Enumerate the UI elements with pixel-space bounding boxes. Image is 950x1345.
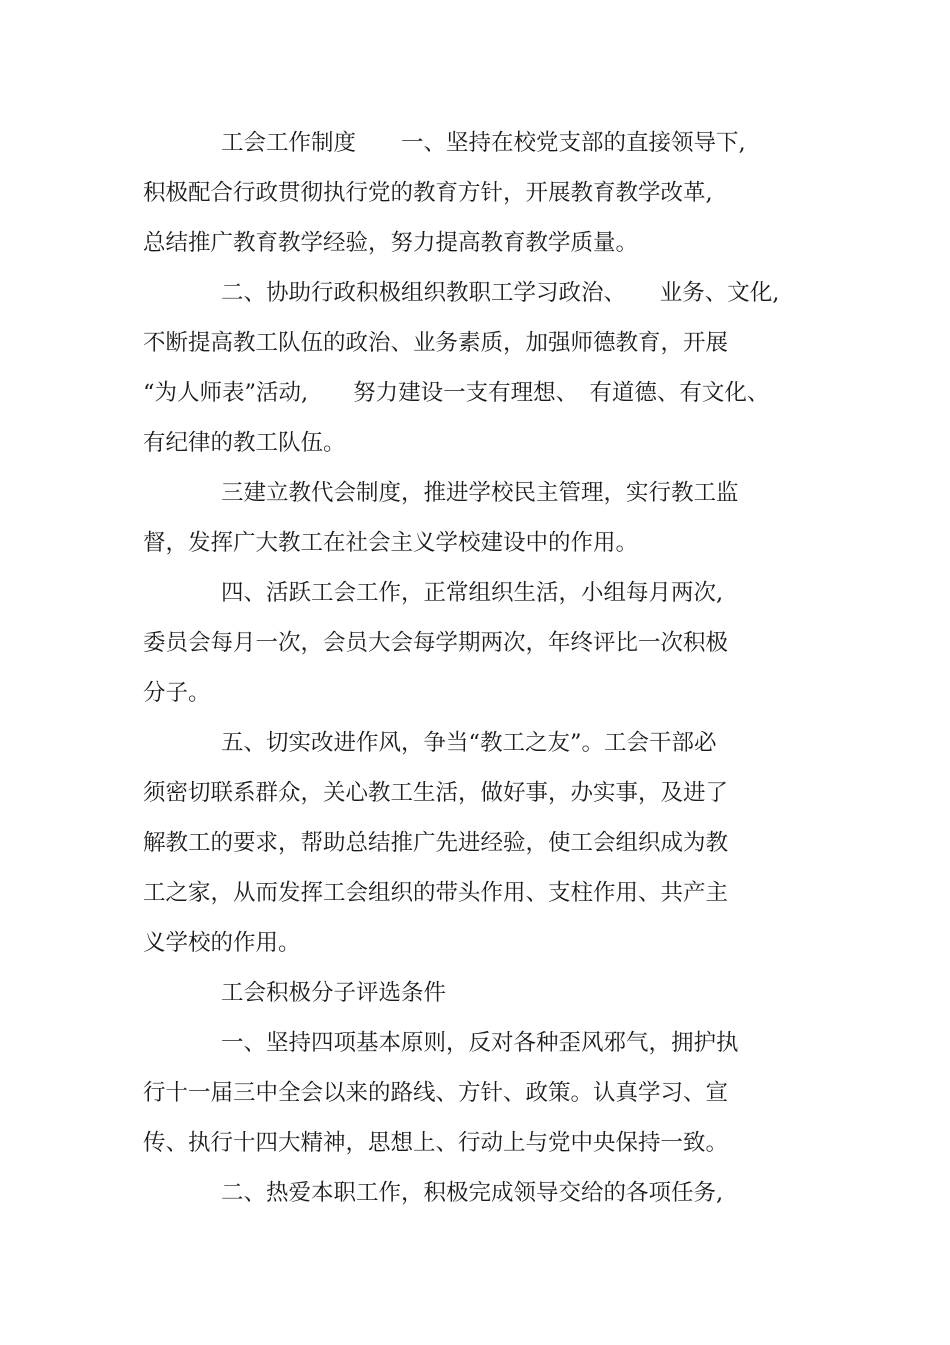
text-line: 有纪律的教工队伍。	[143, 430, 346, 456]
section-heading: 工会积极分子评选条件	[221, 980, 447, 1006]
text-line: 督，发挥广大教工在社会主义学校建设中的作用。	[143, 530, 639, 556]
text-line: 四、活跃工会工作，正常组织生活，小组每月两次,	[221, 580, 724, 606]
text-line: 一、坚持四项基本原则，反对各种歪风邪气，拥护执	[221, 1030, 739, 1056]
text-line: 须密切联系群众，关心教工生活，做好事，办实事，及进了	[143, 780, 729, 806]
text-line: 二、热爱本职工作，积极完成领导交给的各项任务,	[221, 1180, 724, 1206]
text-line: 不断提高教工队伍的政治、业务素质，加强师德教育，开展	[143, 330, 729, 356]
text-line: 行十一届三中全会以来的路线、方针、政策。认真学习、宣	[143, 1080, 729, 1106]
text-line: 三建立教代会制度，推进学校民主管理，实行教工监	[221, 480, 739, 506]
text-line: 总结推广教育教学经验，努力提高教育教学质量。	[143, 230, 639, 256]
text-line: 工之家，从而发挥工会组织的带头作用、支柱作用、共产主	[143, 880, 729, 906]
text-line: 委员会每月一次，会员大会每学期两次，年终评比一次积极	[143, 630, 729, 656]
text-line: 义学校的作用。	[143, 930, 301, 956]
text-line: 解教工的要求，帮助总结推广先进经验，使工会组织成为教	[143, 830, 729, 856]
text-line: 分子。	[143, 680, 211, 706]
text-line: 积极配合行政贯彻执行党的教育方针，开展教育教学改革,	[143, 180, 713, 206]
text-line: 工会工作制度 一、坚持在校党支部的直接领导下,	[221, 130, 746, 156]
text-line: 五、切实改进作风，争当“教工之友”。工会干部必	[221, 730, 717, 756]
text-line: “为人师表”活动, 努力建设一支有理想、 有道德、有文化、	[143, 380, 770, 406]
text-line: 传、执行十四大精神，思想上、行动上与党中央保持一致。	[143, 1130, 729, 1156]
text-line: 二、协助行政积极组织教职工学习政治、 业务、文化,	[221, 280, 780, 306]
